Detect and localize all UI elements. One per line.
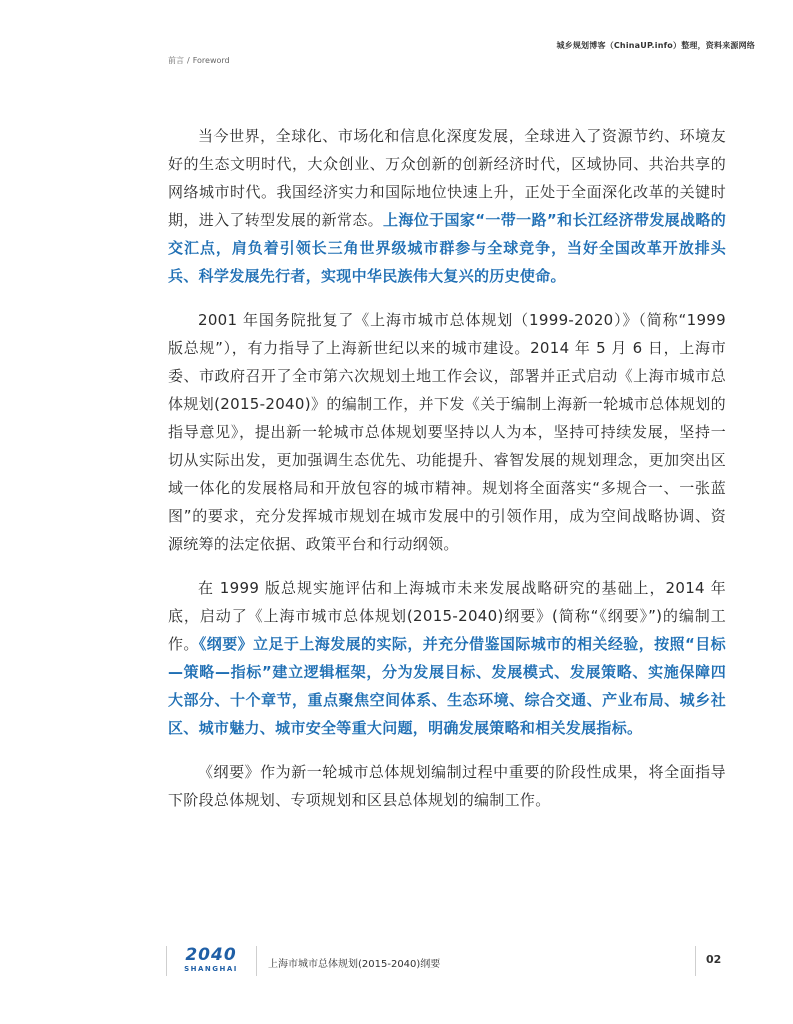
footer-divider-right — [695, 946, 696, 976]
shanghai-2040-logo — [174, 946, 248, 978]
section-label — [168, 55, 230, 66]
section-label-en: Foreword — [192, 56, 230, 65]
footer-document-title: 上海市城市总体规划(2015-2040)纲要 — [268, 959, 441, 970]
logo-city: SHANGHAI — [184, 965, 238, 973]
section-label-cn: 前言 — [168, 56, 184, 65]
body-text — [168, 122, 726, 830]
paragraph-2-text: 2001 年国务院批复了《上海市城市总体规划（1999-2020）》（简称“1999版总规”），有力指导了上海新世纪以来的城市建设。2014 年 5 月 6 日，上海市委、市政府召开了全市第六次规划土地工作会议，部署并正式启动《上海市城市总体规划(2015-2040)》的编制工作，并下发《关于编制上海新一轮城市总体规划的指导意见》，提出新一轮城市总体规划要坚持以人为本，坚持可持续发展，坚持一切从实际出发，更加强调生态优先、功能提升、睿智发展的规划理念，更加突出区域一体化的发展格局和开放包容的城市精神。规划将全面落实“多规合一、一张蓝图”的要求，充分发挥城市规划在城市发展中的引领作用，成为空间战略协调、资源统筹的法定依据、政策平台和行动纲领。 — [168, 311, 726, 553]
paragraph-1 — [168, 122, 726, 290]
paragraph-1-text: 当今世界，全球化、市场化和信息化深度发展，全球进入了资源节约、环境友好的生态文明时代，大众创业、万众创新的创新经济时代，区域协同、共治共享的网络城市时代。我国经济实力和国际地位快速上升，正处于全面深化改革的关键时期，进入了转型发展的新常态。 — [168, 127, 726, 229]
logo-year: 2040 — [185, 945, 237, 965]
paragraph-3-highlight: 《纲要》立足于上海发展的实际，并充分借鉴国际城市的相关经验，按照“目标—策略—指标”建立逻辑框架，分为发展目标、发展模式、发展策略、实施保障四大部分、十个章节，重点聚焦空间体系、生态环境、综合交通、产业布局、城乡社区、城市魅力、城市安全等重大问题，明确发展策略和相关发展指标。 — [168, 635, 726, 737]
paragraph-4-text: 《纲要》作为新一轮城市总体规划编制过程中重要的阶段性成果，将全面指导下阶段总体规划、专项规划和区县总体规划的编制工作。 — [168, 763, 726, 809]
paragraph-3 — [168, 574, 726, 742]
page-footer — [0, 942, 793, 982]
section-label-separator: / — [187, 56, 190, 65]
footer-divider-left — [166, 946, 167, 976]
paragraph-1-highlight: 上海位于国家“一带一路”和长江经济带发展战略的交汇点，肩负着引领长三角世界级城市群参与全球竞争，当好全国改革开放排头兵、科学发展先行者，实现中华民族伟大复兴的历史使命。 — [168, 211, 726, 285]
page-number: 02 — [706, 953, 722, 966]
paragraph-3-text: 在 1999 版总规实施评估和上海城市未来发展战略研究的基础上，2014 年底，启动了《上海市城市总体规划(2015-2040)纲要》(简称“《纲要》”)的编制工作。 — [168, 579, 726, 653]
paragraph-4 — [168, 758, 726, 814]
footer-divider-mid — [256, 946, 257, 976]
paragraph-2 — [168, 306, 726, 558]
source-credit: 城乡规划博客（ChinaUP.info）整理，资料来源网络 — [556, 41, 755, 50]
